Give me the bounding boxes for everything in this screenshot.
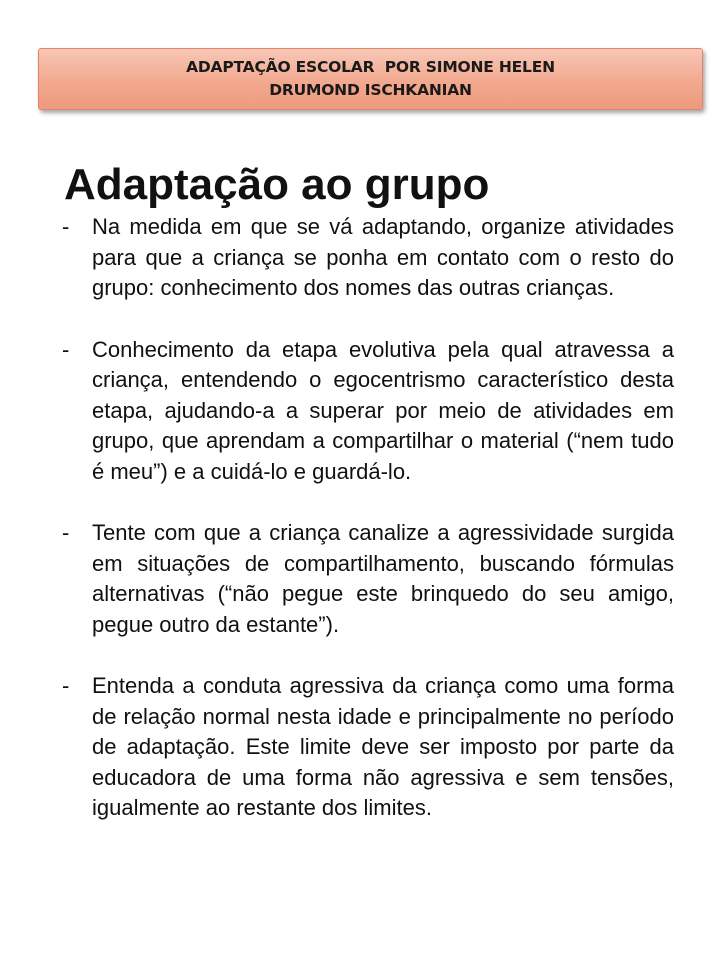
bullet-list [62,212,674,855]
header-title-line-1: ADAPTAÇÃO ESCOLAR POR SIMONE HELEN [186,58,555,76]
bullet-text: Na medida em que se vá adaptando, organize atividades para que a criança se ponha em contato com o resto do grupo: conhecimento dos nomes das outras crianças. [92,214,674,300]
bullet-marker: - [62,673,70,698]
bullet-marker: - [62,336,70,362]
header-banner [38,48,703,110]
bullet-text: Tente com que a criança canalize a agressividade surgida em situações de compartilhamento, buscando fórmulas alternativas (“não pegue este brinquedo do seu amigo, pegue outro da estante”). [92,520,674,637]
list-item [62,518,674,640]
page-title: Adaptação ao grupo [64,160,490,209]
bullet-marker: - [62,214,70,239]
bullet-text: Conhecimento da etapa evolutiva pela qual atravessa a criança, entendendo o egocentrismo característico desta etapa, ajudando-a a superar por meio de atividades em grupo, que aprendam a compartilhar o material (“nem tudo é meu”) e a cuidá-lo e guardá-lo. [92,336,674,484]
list-item [62,335,674,488]
bullet-text: Entenda a conduta agressiva da criança como uma forma de relação normal nesta idade e principalmente no período de adaptação. Este limite deve ser imposto por parte da educadora de uma forma não agressiva e sem tensões, igualmente ao restante dos limites. [92,673,674,820]
list-item [62,212,674,304]
bullet-marker: - [62,520,70,545]
list-item [62,671,674,824]
header-title-line-2: DRUMOND ISCHKANIAN [269,81,472,99]
